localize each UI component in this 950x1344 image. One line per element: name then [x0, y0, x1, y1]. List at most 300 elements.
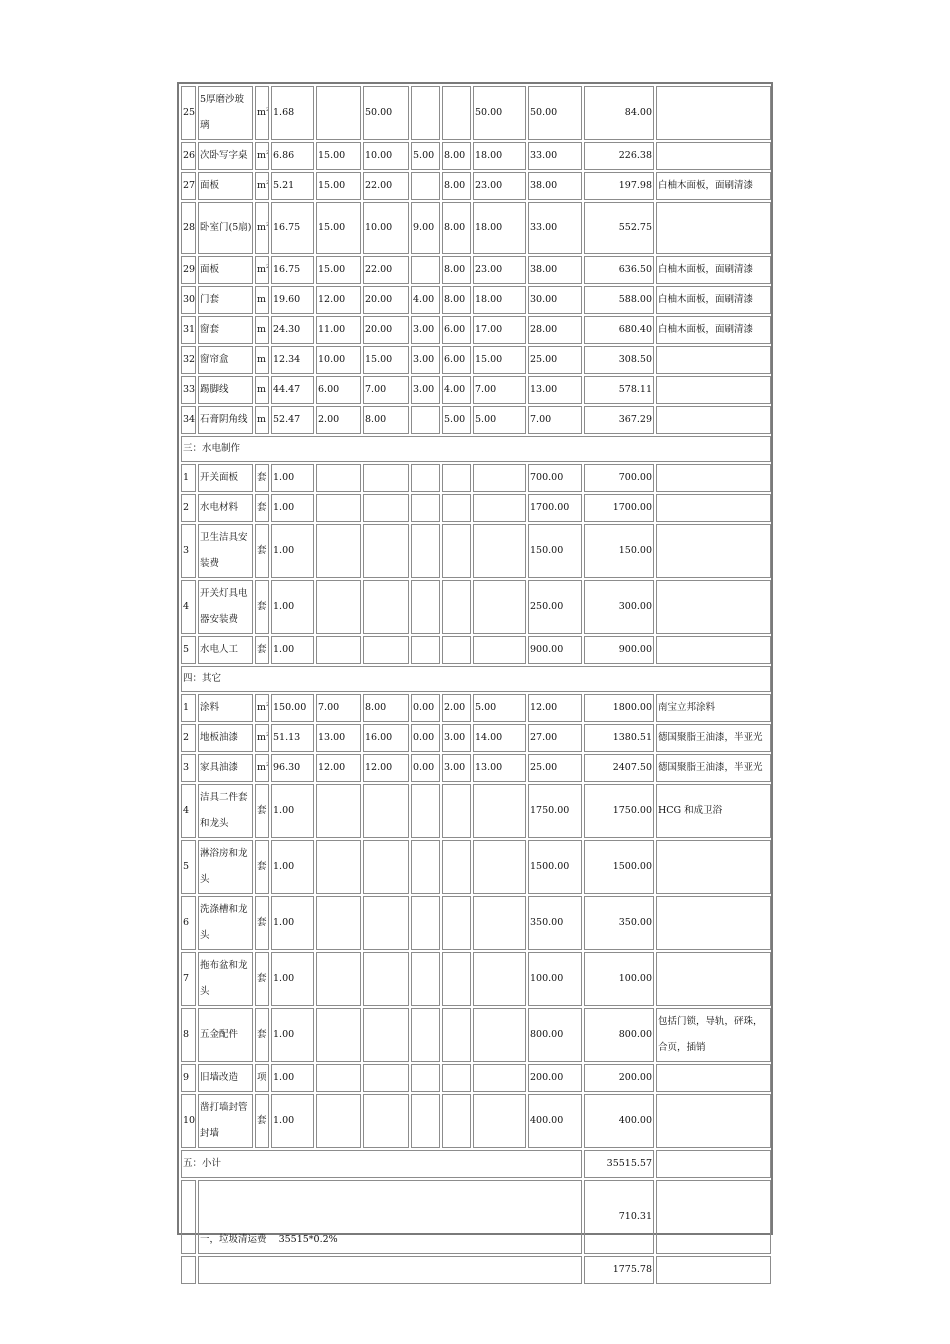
item-name: 涂料	[198, 694, 253, 722]
item-number: 26	[181, 142, 196, 170]
table-row	[181, 256, 771, 284]
item-amount: 1800.00	[584, 694, 654, 722]
item-name: 旧墙改造	[198, 1064, 253, 1092]
item-cost-5: 15.00	[473, 346, 526, 374]
item-name: 凿打墙封管封墙	[198, 1094, 253, 1148]
total-row	[181, 1256, 771, 1284]
item-unit	[255, 1094, 269, 1148]
item-unit-price: 900.00	[528, 636, 582, 664]
subtotal-label: 五：小计	[181, 1150, 582, 1178]
item-cost-4	[442, 1094, 471, 1148]
item-unit-price: 7.00	[528, 406, 582, 434]
unit-text: 套	[257, 545, 267, 556]
item-number: 32	[181, 346, 196, 374]
item-quantity: 1.68	[271, 86, 314, 140]
total-remark	[656, 1256, 771, 1284]
unit-text: m	[257, 702, 267, 713]
item-remark: 南宝立邦涂料	[656, 694, 771, 722]
unit-text: m	[257, 762, 267, 773]
item-cost-3	[411, 1094, 440, 1148]
item-unit	[255, 406, 269, 434]
item-cost-2: 20.00	[363, 316, 409, 344]
item-remark	[656, 1094, 771, 1148]
item-amount: 84.00	[584, 86, 654, 140]
item-cost-1: 11.00	[316, 316, 361, 344]
table-row	[181, 636, 771, 664]
item-unit	[255, 580, 269, 634]
item-remark: 包括门锁，导轨，砰珠，合页，插销	[656, 1008, 771, 1062]
item-cost-4: 8.00	[442, 256, 471, 284]
item-unit-price: 28.00	[528, 316, 582, 344]
item-unit	[255, 464, 269, 492]
item-cost-4	[442, 494, 471, 522]
item-cost-2: 8.00	[363, 694, 409, 722]
item-cost-4	[442, 580, 471, 634]
quotation-table	[179, 84, 773, 1286]
item-cost-2: 15.00	[363, 346, 409, 374]
fee-remark	[656, 1180, 771, 1254]
item-number: 5	[181, 636, 196, 664]
item-cost-4	[442, 464, 471, 492]
unit-text: 套	[257, 601, 267, 612]
item-amount: 400.00	[584, 1094, 654, 1148]
item-quantity: 6.86	[271, 142, 314, 170]
table-row	[181, 724, 771, 752]
item-amount: 100.00	[584, 952, 654, 1006]
item-quantity: 44.47	[271, 376, 314, 404]
unit-text: m	[257, 384, 267, 395]
item-quantity: 1.00	[271, 896, 314, 950]
item-name: 面板	[198, 256, 253, 284]
item-amount: 1380.51	[584, 724, 654, 752]
item-amount: 300.00	[584, 580, 654, 634]
item-cost-1	[316, 86, 361, 140]
item-cost-5	[473, 1008, 526, 1062]
item-unit	[255, 896, 269, 950]
item-amount: 900.00	[584, 636, 654, 664]
item-name: 窗套	[198, 316, 253, 344]
item-amount: 150.00	[584, 524, 654, 578]
item-cost-3: 4.00	[411, 286, 440, 314]
item-number: 5	[181, 840, 196, 894]
fee-row	[181, 1180, 771, 1254]
unit-text: m	[257, 222, 267, 233]
table-row	[181, 754, 771, 782]
item-number: 2	[181, 494, 196, 522]
table-row	[181, 316, 771, 344]
item-unit-price: 30.00	[528, 286, 582, 314]
item-amount: 1700.00	[584, 494, 654, 522]
item-amount: 200.00	[584, 1064, 654, 1092]
item-quantity: 1.00	[271, 1008, 314, 1062]
item-cost-3	[411, 580, 440, 634]
item-number: 30	[181, 286, 196, 314]
item-cost-2	[363, 1008, 409, 1062]
item-name: 水电材料	[198, 494, 253, 522]
item-name: 家具油漆	[198, 754, 253, 782]
item-remark	[656, 524, 771, 578]
item-cost-4	[442, 1064, 471, 1092]
item-remark: HCG 和成卫浴	[656, 784, 771, 838]
item-number: 10	[181, 1094, 196, 1148]
item-cost-1: 10.00	[316, 346, 361, 374]
item-quantity: 150.00	[271, 694, 314, 722]
item-cost-2	[363, 494, 409, 522]
unit-text: m	[257, 414, 267, 425]
item-cost-3	[411, 840, 440, 894]
subtotal-row	[181, 1150, 771, 1178]
item-unit-price: 100.00	[528, 952, 582, 1006]
item-quantity: 1.00	[271, 580, 314, 634]
item-unit-price: 12.00	[528, 694, 582, 722]
subtotal-remark	[656, 1150, 771, 1178]
item-name: 踢脚线	[198, 376, 253, 404]
item-unit	[255, 952, 269, 1006]
item-amount: 197.98	[584, 172, 654, 200]
unit-text: m	[257, 732, 267, 743]
item-cost-3	[411, 1008, 440, 1062]
item-cost-3	[411, 896, 440, 950]
item-unit	[255, 840, 269, 894]
item-name: 面板	[198, 172, 253, 200]
item-amount: 1750.00	[584, 784, 654, 838]
table-row	[181, 172, 771, 200]
item-quantity: 1.00	[271, 524, 314, 578]
item-cost-5: 18.00	[473, 286, 526, 314]
item-cost-3	[411, 172, 440, 200]
item-number: 33	[181, 376, 196, 404]
item-cost-5: 18.00	[473, 202, 526, 254]
table-row	[181, 286, 771, 314]
item-quantity: 24.30	[271, 316, 314, 344]
item-name: 门套	[198, 286, 253, 314]
item-cost-1: 2.00	[316, 406, 361, 434]
table-row	[181, 896, 771, 950]
item-cost-5: 5.00	[473, 406, 526, 434]
item-cost-5	[473, 580, 526, 634]
item-unit	[255, 724, 269, 752]
total-amount: 1775.78	[584, 1256, 654, 1284]
item-cost-1: 15.00	[316, 256, 361, 284]
unit-superscript: 2	[266, 106, 269, 113]
item-cost-4: 6.00	[442, 346, 471, 374]
unit-text: 套	[257, 472, 267, 483]
table-row	[181, 202, 771, 254]
item-name: 水电人工	[198, 636, 253, 664]
subtotal-amount: 35515.57	[584, 1150, 654, 1178]
item-unit-price: 33.00	[528, 202, 582, 254]
item-remark	[656, 376, 771, 404]
item-cost-2	[363, 524, 409, 578]
item-cost-2: 10.00	[363, 142, 409, 170]
item-cost-4	[442, 524, 471, 578]
item-remark	[656, 580, 771, 634]
item-quantity: 1.00	[271, 784, 314, 838]
item-cost-1	[316, 896, 361, 950]
item-remark: 德国聚脂王油漆，半亚光	[656, 754, 771, 782]
item-unit-price: 33.00	[528, 142, 582, 170]
item-cost-2: 22.00	[363, 256, 409, 284]
item-name: 窗帘盒	[198, 346, 253, 374]
item-cost-1	[316, 784, 361, 838]
item-cost-4: 3.00	[442, 754, 471, 782]
table-row	[181, 952, 771, 1006]
item-cost-4	[442, 952, 471, 1006]
item-name: 淋浴房和龙头	[198, 840, 253, 894]
item-remark	[656, 86, 771, 140]
item-amount: 2407.50	[584, 754, 654, 782]
item-remark	[656, 464, 771, 492]
item-number: 29	[181, 256, 196, 284]
item-cost-1	[316, 494, 361, 522]
unit-text: m	[257, 354, 267, 365]
item-unit	[255, 636, 269, 664]
table-row	[181, 346, 771, 374]
table-row	[181, 494, 771, 522]
item-number: 3	[181, 754, 196, 782]
item-unit	[255, 316, 269, 344]
unit-text: 套	[257, 644, 267, 655]
item-cost-1	[316, 840, 361, 894]
item-name: 地板油漆	[198, 724, 253, 752]
item-name: 5厚磨沙玻璃	[198, 86, 253, 140]
item-unit	[255, 694, 269, 722]
unit-text: m	[257, 107, 267, 118]
item-unit	[255, 754, 269, 782]
item-cost-1: 15.00	[316, 172, 361, 200]
item-cost-3: 3.00	[411, 316, 440, 344]
item-name: 洁具二件套和龙头	[198, 784, 253, 838]
item-cost-5: 5.00	[473, 694, 526, 722]
item-unit	[255, 524, 269, 578]
item-cost-3	[411, 636, 440, 664]
item-unit-price: 1700.00	[528, 494, 582, 522]
item-remark	[656, 952, 771, 1006]
unit-text: 套	[257, 973, 267, 984]
item-unit	[255, 86, 269, 140]
item-cost-2	[363, 464, 409, 492]
item-cost-5	[473, 464, 526, 492]
unit-superscript: 2	[266, 149, 269, 156]
quotation-sheet	[177, 82, 773, 1275]
item-cost-4: 8.00	[442, 202, 471, 254]
item-name: 开关面板	[198, 464, 253, 492]
table-row	[181, 1094, 771, 1148]
item-name: 卧室门(5扇)	[198, 202, 253, 254]
unit-text: 套	[257, 502, 267, 513]
item-cost-1	[316, 464, 361, 492]
item-cost-4	[442, 896, 471, 950]
item-number: 4	[181, 784, 196, 838]
item-remark	[656, 202, 771, 254]
item-cost-3: 0.00	[411, 754, 440, 782]
item-cost-1: 12.00	[316, 286, 361, 314]
item-unit	[255, 202, 269, 254]
item-cost-5	[473, 1064, 526, 1092]
item-cost-4: 8.00	[442, 142, 471, 170]
item-unit-price: 13.00	[528, 376, 582, 404]
table-row	[181, 1064, 771, 1092]
item-quantity: 1.00	[271, 636, 314, 664]
item-cost-1	[316, 1008, 361, 1062]
item-cost-4	[442, 86, 471, 140]
item-remark: 德国聚脂王油漆，半亚光	[656, 724, 771, 752]
item-number: 4	[181, 580, 196, 634]
item-cost-4	[442, 840, 471, 894]
item-cost-2: 20.00	[363, 286, 409, 314]
fee-label: 一，垃圾清运费 35515*0.2%	[198, 1180, 582, 1254]
item-remark	[656, 840, 771, 894]
item-unit	[255, 1064, 269, 1092]
item-cost-2	[363, 896, 409, 950]
item-cost-3: 0.00	[411, 724, 440, 752]
item-remark: 白柚木面板，面刷清漆	[656, 172, 771, 200]
section-row	[181, 436, 771, 462]
item-cost-2	[363, 580, 409, 634]
item-remark: 白柚木面板，面刷清漆	[656, 256, 771, 284]
item-number: 1	[181, 464, 196, 492]
item-unit-price: 1750.00	[528, 784, 582, 838]
item-cost-1	[316, 524, 361, 578]
item-remark: 白柚木面板，面刷清漆	[656, 316, 771, 344]
fee-index	[181, 1180, 196, 1254]
item-cost-5	[473, 1094, 526, 1148]
unit-text: 套	[257, 861, 267, 872]
item-cost-4: 8.00	[442, 172, 471, 200]
table-row	[181, 524, 771, 578]
unit-text: m	[257, 324, 267, 335]
item-quantity: 51.13	[271, 724, 314, 752]
table-row	[181, 784, 771, 838]
total-label	[198, 1256, 582, 1284]
item-unit	[255, 784, 269, 838]
unit-superscript: 2	[266, 731, 269, 738]
item-quantity: 19.60	[271, 286, 314, 314]
item-quantity: 5.21	[271, 172, 314, 200]
item-quantity: 1.00	[271, 1094, 314, 1148]
item-unit-price: 38.00	[528, 256, 582, 284]
unit-superscript: 2	[266, 179, 269, 186]
item-cost-4	[442, 636, 471, 664]
unit-text: m	[257, 264, 267, 275]
item-number: 7	[181, 952, 196, 1006]
item-number: 2	[181, 724, 196, 752]
item-cost-5: 50.00	[473, 86, 526, 140]
item-cost-3	[411, 406, 440, 434]
item-name: 开关灯具电器安装费	[198, 580, 253, 634]
item-remark	[656, 1064, 771, 1092]
item-cost-3: 9.00	[411, 202, 440, 254]
item-cost-5: 14.00	[473, 724, 526, 752]
item-quantity: 1.00	[271, 840, 314, 894]
item-cost-5: 13.00	[473, 754, 526, 782]
item-unit	[255, 346, 269, 374]
item-cost-1: 13.00	[316, 724, 361, 752]
section-row	[181, 666, 771, 692]
item-number: 28	[181, 202, 196, 254]
item-cost-2	[363, 1064, 409, 1092]
item-cost-5	[473, 896, 526, 950]
item-number: 3	[181, 524, 196, 578]
item-quantity: 1.00	[271, 952, 314, 1006]
item-unit-price: 25.00	[528, 346, 582, 374]
unit-text: 套	[257, 917, 267, 928]
item-cost-5	[473, 840, 526, 894]
table-row	[181, 840, 771, 894]
item-cost-1: 6.00	[316, 376, 361, 404]
item-cost-2	[363, 636, 409, 664]
item-cost-3: 5.00	[411, 142, 440, 170]
item-quantity: 52.47	[271, 406, 314, 434]
item-remark: 白柚木面板，面刷清漆	[656, 286, 771, 314]
item-quantity: 1.00	[271, 464, 314, 492]
item-cost-2	[363, 952, 409, 1006]
item-cost-2: 8.00	[363, 406, 409, 434]
item-cost-4	[442, 1008, 471, 1062]
item-unit-price: 1500.00	[528, 840, 582, 894]
table-row	[181, 406, 771, 434]
item-amount: 367.29	[584, 406, 654, 434]
item-unit	[255, 172, 269, 200]
item-cost-5: 7.00	[473, 376, 526, 404]
item-name: 五金配件	[198, 1008, 253, 1062]
item-cost-3: 3.00	[411, 346, 440, 374]
item-unit	[255, 376, 269, 404]
item-cost-3: 3.00	[411, 376, 440, 404]
item-cost-4: 2.00	[442, 694, 471, 722]
item-number: 27	[181, 172, 196, 200]
item-amount: 588.00	[584, 286, 654, 314]
item-cost-5: 23.00	[473, 256, 526, 284]
unit-text: m	[257, 150, 267, 161]
item-cost-2: 12.00	[363, 754, 409, 782]
item-unit	[255, 1008, 269, 1062]
item-cost-5: 17.00	[473, 316, 526, 344]
item-unit-price: 200.00	[528, 1064, 582, 1092]
item-cost-1: 15.00	[316, 202, 361, 254]
unit-superscript: 2	[266, 221, 269, 228]
item-cost-4	[442, 784, 471, 838]
table-row	[181, 142, 771, 170]
item-unit	[255, 494, 269, 522]
item-cost-5: 18.00	[473, 142, 526, 170]
item-remark	[656, 636, 771, 664]
item-cost-1: 7.00	[316, 694, 361, 722]
item-cost-1: 12.00	[316, 754, 361, 782]
item-name: 石膏阴角线	[198, 406, 253, 434]
item-cost-5: 23.00	[473, 172, 526, 200]
item-cost-1	[316, 636, 361, 664]
item-name: 卫生洁具安装费	[198, 524, 253, 578]
unit-text: 项	[257, 1072, 267, 1083]
item-cost-5	[473, 952, 526, 1006]
table-row	[181, 376, 771, 404]
item-remark	[656, 896, 771, 950]
item-cost-3	[411, 952, 440, 1006]
item-cost-3	[411, 256, 440, 284]
item-amount: 800.00	[584, 1008, 654, 1062]
unit-text: 套	[257, 1029, 267, 1040]
item-remark	[656, 494, 771, 522]
item-cost-2	[363, 784, 409, 838]
item-unit-price: 150.00	[528, 524, 582, 578]
item-cost-3	[411, 464, 440, 492]
item-amount: 350.00	[584, 896, 654, 950]
item-number: 1	[181, 694, 196, 722]
item-unit	[255, 142, 269, 170]
item-remark	[656, 142, 771, 170]
item-cost-1	[316, 952, 361, 1006]
